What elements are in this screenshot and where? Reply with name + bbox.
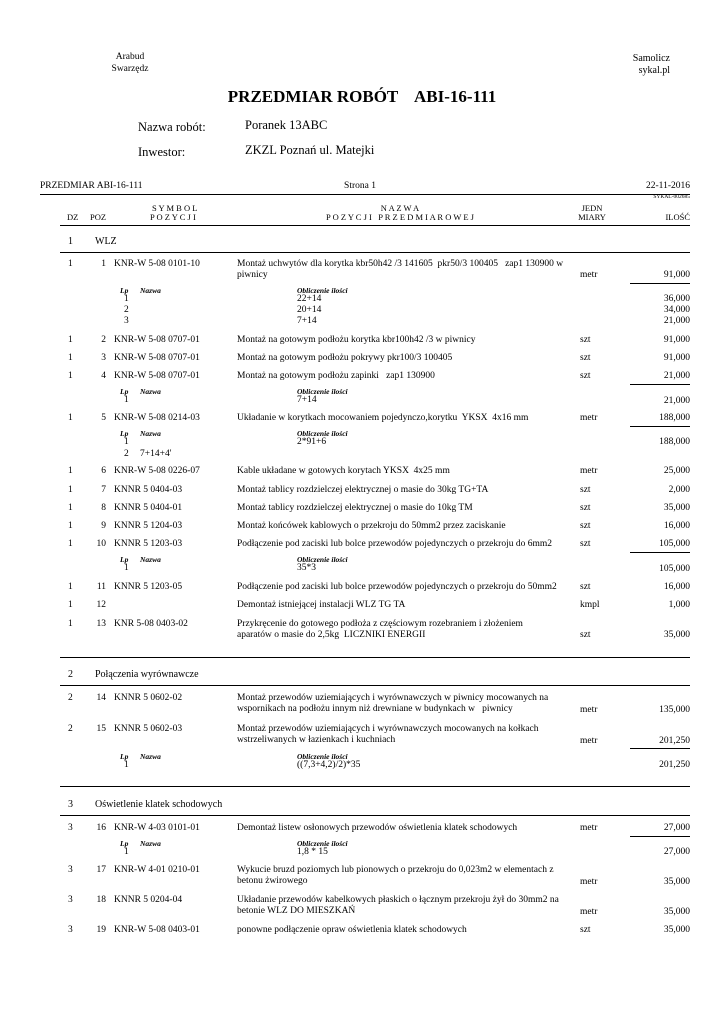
row-poz: 2 bbox=[101, 335, 106, 345]
row-quantity: 201,250 bbox=[659, 736, 690, 746]
col-dz: DZ bbox=[67, 212, 79, 222]
row-quantity: 91,000 bbox=[663, 353, 690, 363]
row-symbol: KNR-W 4-01 0210-01 bbox=[114, 865, 200, 875]
row-poz: 11 bbox=[96, 582, 106, 592]
row-poz: 9 bbox=[101, 521, 106, 531]
row-unit: szt bbox=[580, 335, 591, 345]
row-symbol: KNNR 5 1203-05 bbox=[114, 582, 183, 592]
row-poz: 12 bbox=[96, 600, 106, 610]
row-name: Montaż na gotowym podłożu zapinki zap1 130900 bbox=[237, 371, 435, 381]
row-name: Montaż uchwytów dla korytka kbr50h42 /3 141605 pkr50/3 100405 zap1 130900 w bbox=[237, 259, 564, 269]
calc-nazwa-label: Nazwa bbox=[140, 839, 161, 848]
calc-expression: 22+14 bbox=[297, 294, 322, 304]
calc-expression: 20+14 bbox=[297, 305, 322, 315]
row-quantity: 27,000 bbox=[663, 823, 690, 833]
row-dz: 2 bbox=[68, 693, 73, 703]
calc-nazwa-label: Nazwa bbox=[140, 286, 161, 295]
section-number: 1 bbox=[68, 236, 73, 247]
row-quantity: 16,000 bbox=[663, 582, 690, 592]
calc-expression: ((7,3+4,2)/2)*35 bbox=[297, 760, 361, 770]
divider bbox=[630, 384, 690, 385]
row-quantity: 35,000 bbox=[663, 877, 690, 887]
author-site: sykal.pl bbox=[638, 65, 670, 76]
calc-expression: 1,8 * 15 bbox=[297, 847, 328, 857]
row-unit: szt bbox=[580, 485, 591, 495]
divider bbox=[60, 225, 690, 226]
row-symbol: KNR-W 5-08 0403-01 bbox=[114, 925, 200, 935]
row-quantity: 2,000 bbox=[668, 485, 690, 495]
calc-lp-label: Lp bbox=[120, 387, 129, 396]
calc-value: 188,000 bbox=[659, 437, 690, 447]
row-symbol: KNR-W 5-08 0214-03 bbox=[114, 413, 200, 423]
col-symbol-1: S Y M B O L bbox=[152, 203, 198, 213]
doc-date: 22-11-2016 bbox=[646, 181, 690, 191]
row-quantity: 35,000 bbox=[663, 907, 690, 917]
row-unit: szt bbox=[580, 630, 591, 640]
col-ilosc: ILOŚĆ bbox=[665, 212, 690, 222]
calc-value: 105,000 bbox=[659, 564, 690, 574]
row-unit: metr bbox=[580, 705, 598, 715]
row-quantity: 35,000 bbox=[663, 503, 690, 513]
calc-nazwa-label: Nazwa bbox=[140, 429, 161, 438]
section-number: 2 bbox=[68, 669, 73, 680]
divider bbox=[60, 252, 690, 253]
row-name-cont: piwnicy bbox=[237, 270, 268, 280]
row-name: Kable układane w gotowych korytach YKSX 4x25 mm bbox=[237, 466, 450, 476]
row-dz: 3 bbox=[68, 925, 73, 935]
label-inwestor: Inwestor: bbox=[138, 145, 186, 159]
row-unit: metr bbox=[580, 270, 598, 280]
author-name: Samolicz bbox=[632, 53, 670, 64]
row-dz: 1 bbox=[68, 582, 73, 592]
row-name-cont: wspornikach na podłożu innym niż drewniane w budynkach w piwnicy bbox=[237, 704, 513, 714]
divider bbox=[60, 657, 690, 658]
calc-lp: 1 bbox=[124, 395, 129, 405]
calc-value: 21,000 bbox=[663, 316, 690, 326]
row-name: Montaż przewodów uziemiających i wyrównawczych w piwnicy mocowanych na bbox=[237, 693, 549, 703]
section-title: Oświetlenie klatek schodowych bbox=[95, 799, 223, 810]
row-dz: 1 bbox=[68, 371, 73, 381]
calc-expression: 2*91+6 bbox=[297, 437, 327, 447]
row-dz: 3 bbox=[68, 895, 73, 905]
calc-lp: 1 bbox=[124, 760, 129, 770]
row-name: Podłączenie pod zaciski lub bolce przewodów pojedynczych o przekroju do 6mm2 bbox=[237, 539, 552, 549]
calc-expression: 7+14 bbox=[297, 395, 317, 405]
row-symbol: KNNR 5 1203-03 bbox=[114, 539, 183, 549]
row-dz: 1 bbox=[68, 485, 73, 495]
divider bbox=[60, 786, 690, 787]
calc-lp: 2 bbox=[124, 305, 129, 315]
company-city: Swarzędz bbox=[111, 64, 149, 74]
calc-obliczenie-label: Obliczenie ilości bbox=[297, 429, 348, 438]
col-nazwa-1: N A Z W A bbox=[380, 203, 420, 213]
row-dz: 3 bbox=[68, 865, 73, 875]
row-unit: szt bbox=[580, 371, 591, 381]
calc-lp-label: Lp bbox=[120, 839, 129, 848]
row-poz: 4 bbox=[101, 371, 106, 381]
calc-lp: 1 bbox=[124, 563, 129, 573]
row-unit: szt bbox=[580, 503, 591, 513]
calc-lp-label: Lp bbox=[120, 429, 129, 438]
divider bbox=[630, 283, 690, 284]
row-symbol: KNR-W 5-08 0101-10 bbox=[114, 259, 200, 269]
row-name: Układanie w korytkach mocowaniem pojedynczo,korytku YKSX 4x16 mm bbox=[237, 413, 529, 423]
row-name: Montaż przewodów uziemiających i wyrównawczych mocowanych na kołkach bbox=[237, 724, 539, 734]
section-title: Połączenia wyrównawcze bbox=[95, 669, 199, 680]
calc-nazwa-label: Nazwa bbox=[140, 555, 161, 564]
divider bbox=[60, 685, 690, 686]
doc-code: SYKAL-002685 bbox=[653, 194, 690, 200]
calc-value: 21,000 bbox=[663, 396, 690, 406]
row-quantity: 105,000 bbox=[659, 539, 690, 549]
col-symbol-2: P O Z Y C J I bbox=[150, 212, 196, 222]
row-symbol: KNNR 5 0602-02 bbox=[114, 693, 183, 703]
row-name-cont: aparatów o masie do 2,5kg LICZNIKI ENERGII bbox=[237, 630, 426, 640]
row-poz: 19 bbox=[96, 925, 106, 935]
row-symbol: KNNR 5 0204-04 bbox=[114, 895, 183, 905]
row-dz: 1 bbox=[68, 466, 73, 476]
row-unit: metr bbox=[580, 413, 598, 423]
row-dz: 1 bbox=[68, 539, 73, 549]
row-unit: szt bbox=[580, 539, 591, 549]
row-poz: 14 bbox=[96, 693, 106, 703]
row-quantity: 188,000 bbox=[659, 413, 690, 423]
row-symbol: KNNR 5 0602-03 bbox=[114, 724, 183, 734]
col-jedn-1: JEDN bbox=[581, 203, 603, 213]
doc-reference: PRZEDMIAR ABI-16-111 bbox=[40, 181, 143, 191]
col-jedn-2: MIARY bbox=[578, 212, 606, 222]
row-poz: 5 bbox=[101, 413, 106, 423]
row-symbol: KNNR 5 0404-03 bbox=[114, 485, 183, 495]
value-nazwa-robot: Poranek 13ABC bbox=[245, 118, 328, 132]
divider bbox=[630, 748, 690, 749]
row-dz: 1 bbox=[68, 521, 73, 531]
row-symbol: KNR-W 5-08 0707-01 bbox=[114, 335, 200, 345]
calc-lp: 2 bbox=[124, 449, 129, 459]
row-unit: szt bbox=[580, 925, 591, 935]
calc-lp: 1 bbox=[124, 437, 129, 447]
row-unit: metr bbox=[580, 466, 598, 476]
row-dz: 1 bbox=[68, 413, 73, 423]
row-symbol: KNR-W 5-08 0707-01 bbox=[114, 353, 200, 363]
calc-value: 201,250 bbox=[659, 760, 690, 770]
row-name: Montaż tablicy rozdzielczej elektrycznej o masie do 10kg TM bbox=[237, 503, 473, 513]
col-nazwa-2: P O Z Y C J I P R Z E D M I A R O W E J bbox=[326, 212, 474, 222]
row-dz: 3 bbox=[68, 823, 73, 833]
calc-lp: 3 bbox=[124, 316, 129, 326]
row-poz: 18 bbox=[96, 895, 106, 905]
row-symbol: KNNR 5 0404-01 bbox=[114, 503, 183, 513]
row-name: Podłączenie pod zaciski lub bolce przewodów pojedynczych o przekroju do 50mm2 bbox=[237, 582, 557, 592]
calc-obliczenie-label: Obliczenie ilości bbox=[297, 286, 348, 295]
row-unit: szt bbox=[580, 582, 591, 592]
row-dz: 1 bbox=[68, 600, 73, 610]
label-nazwa-robot: Nazwa robót: bbox=[138, 120, 206, 134]
row-quantity: 1,000 bbox=[668, 600, 690, 610]
row-poz: 15 bbox=[96, 724, 106, 734]
row-dz: 1 bbox=[68, 353, 73, 363]
row-quantity: 35,000 bbox=[663, 925, 690, 935]
row-dz: 2 bbox=[68, 724, 73, 734]
value-inwestor: ZKZL Poznań ul. Matejki bbox=[245, 143, 375, 157]
row-quantity: 21,000 bbox=[663, 371, 690, 381]
row-symbol: KNNR 5 1204-03 bbox=[114, 521, 183, 531]
calc-expression: 7+14+4' bbox=[140, 449, 172, 459]
calc-lp: 1 bbox=[124, 294, 129, 304]
col-poz: POZ bbox=[90, 212, 107, 222]
row-unit: metr bbox=[580, 877, 598, 887]
calc-lp: 1 bbox=[124, 847, 129, 857]
calc-value: 36,000 bbox=[663, 294, 690, 304]
calc-value: 34,000 bbox=[663, 305, 690, 315]
row-quantity: 135,000 bbox=[659, 705, 690, 715]
calc-lp-label: Lp bbox=[120, 555, 129, 564]
row-name: Wykucie bruzd poziomych lub pionowych o przekroju do 0,023m2 w elementach z bbox=[237, 865, 554, 875]
row-unit: szt bbox=[580, 521, 591, 531]
divider bbox=[60, 815, 690, 816]
calc-nazwa-label: Nazwa bbox=[140, 387, 161, 396]
row-poz: 1 bbox=[101, 259, 106, 269]
divider bbox=[630, 836, 690, 837]
row-poz: 8 bbox=[101, 503, 106, 513]
row-name: Układanie przewodów kabelkowych płaskich o łącznym przekroju żył do 30mm2 na bbox=[237, 895, 559, 905]
row-unit: metr bbox=[580, 736, 598, 746]
row-name: Demontaż istniejącej instalacji WLZ TG TA bbox=[237, 600, 406, 610]
row-name: Montaż na gotowym podłożu pokrywy pkr100/3 100405 bbox=[237, 353, 453, 363]
calc-nazwa-label: Nazwa bbox=[140, 752, 161, 761]
row-unit: metr bbox=[580, 907, 598, 917]
row-dz: 1 bbox=[68, 619, 73, 629]
row-name: Przykręcenie do gotowego podłoża z częściowym rozebraniem i złożeniem bbox=[237, 619, 523, 629]
divider bbox=[630, 552, 690, 553]
page-title: PRZEDMIAR ROBÓT ABI-16-111 bbox=[227, 87, 497, 106]
row-quantity: 35,000 bbox=[663, 630, 690, 640]
row-quantity: 91,000 bbox=[663, 270, 690, 280]
calc-lp-label: Lp bbox=[120, 752, 129, 761]
row-name: Montaż tablicy rozdzielczej elektrycznej o masie do 30kg TG+TA bbox=[237, 485, 489, 495]
row-unit: kmpl bbox=[580, 600, 600, 610]
row-unit: szt bbox=[580, 353, 591, 363]
row-dz: 1 bbox=[68, 335, 73, 345]
row-name: Demontaż listew osłonowych przewodów oświetlenia klatek schodowych bbox=[237, 823, 518, 833]
calc-obliczenie-label: Obliczenie ilości bbox=[297, 555, 348, 564]
row-name: Montaż na gotowym podłożu korytka kbr100h42 /3 w piwnicy bbox=[237, 335, 476, 345]
row-poz: 6 bbox=[101, 466, 106, 476]
section-title: WLZ bbox=[95, 236, 117, 247]
section-number: 3 bbox=[68, 799, 73, 810]
row-symbol: KNR-W 4-03 0101-01 bbox=[114, 823, 200, 833]
calc-value: 27,000 bbox=[663, 847, 690, 857]
row-poz: 10 bbox=[96, 539, 106, 549]
divider bbox=[630, 426, 690, 427]
row-symbol: KNR-W 5-08 0707-01 bbox=[114, 371, 200, 381]
row-name: ponowne podłączenie opraw oświetlenia klatek schodowych bbox=[237, 925, 467, 935]
company-name: Arabud bbox=[115, 52, 145, 62]
row-dz: 1 bbox=[68, 259, 73, 269]
row-name: Montaż końcówek kablowych o przekroju do 50mm2 przez zaciskanie bbox=[237, 521, 506, 531]
calc-obliczenie-label: Obliczenie ilości bbox=[297, 839, 348, 848]
row-poz: 7 bbox=[101, 485, 106, 495]
row-quantity: 25,000 bbox=[663, 466, 690, 476]
row-poz: 16 bbox=[96, 823, 106, 833]
calc-obliczenie-label: Obliczenie ilości bbox=[297, 387, 348, 396]
row-name-cont: betonu żwirowego bbox=[237, 876, 308, 886]
calc-obliczenie-label: Obliczenie ilości bbox=[297, 752, 348, 761]
row-quantity: 91,000 bbox=[663, 335, 690, 345]
row-unit: metr bbox=[580, 823, 598, 833]
row-name-cont: betonie WLZ DO MIESZKAŃ bbox=[237, 906, 356, 916]
row-poz: 13 bbox=[96, 619, 106, 629]
calc-expression: 35*3 bbox=[297, 563, 316, 573]
row-dz: 1 bbox=[68, 503, 73, 513]
calc-lp-label: Lp bbox=[120, 286, 129, 295]
row-quantity: 16,000 bbox=[663, 521, 690, 531]
row-symbol: KNR 5-08 0403-02 bbox=[114, 619, 188, 629]
page-number: Strona 1 bbox=[344, 181, 376, 191]
row-symbol: KNR-W 5-08 0226-07 bbox=[114, 466, 200, 476]
calc-expression: 7+14 bbox=[297, 316, 317, 326]
row-poz: 17 bbox=[96, 865, 106, 875]
row-name-cont: wstrzeliwanych w łazienkach i kuchniach bbox=[237, 735, 396, 745]
row-poz: 3 bbox=[101, 353, 106, 363]
